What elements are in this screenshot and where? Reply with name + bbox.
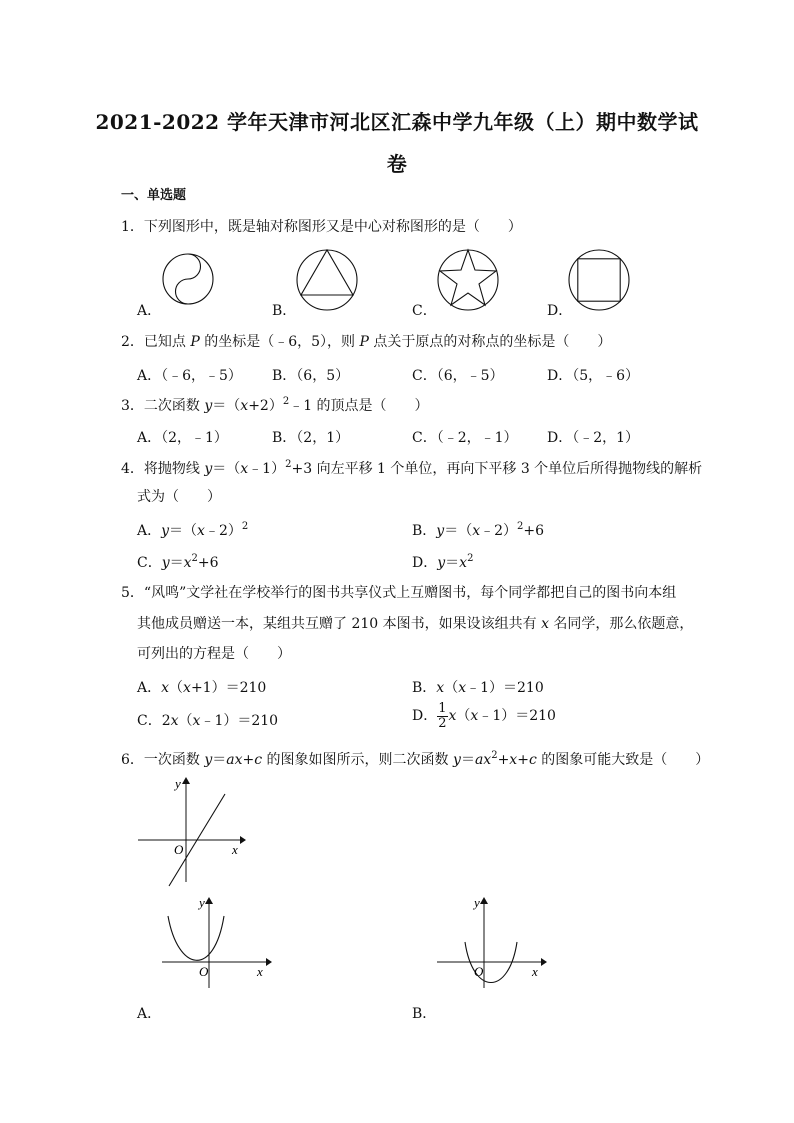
graph-a-y-label: y bbox=[199, 895, 205, 910]
question-3-text: 3．二次函数 $y=(x+2)^2﹣1$ 的顶点是（ ） bbox=[121, 396, 429, 414]
question-2-text: 2．已知点 P 的坐标是（﹣6，5），则 P 点关于原点的对称点的坐标是（ ） bbox=[121, 334, 612, 350]
q1-option-b-figure bbox=[296, 250, 360, 314]
question-5-line-2: 其他成员赠送一本，某组共互赠了 210 本图书，如果设该组共有 x 名同学，那么依题意， bbox=[137, 616, 694, 632]
q6-option-b-label: B． bbox=[412, 1006, 437, 1022]
graph-b-x-label: x bbox=[532, 964, 538, 979]
q2-option-a: A．（﹣6，﹣5） bbox=[137, 368, 242, 384]
q4-option-c: C．$y=x^2+6$ bbox=[137, 553, 219, 571]
graph-y-label: y bbox=[175, 776, 181, 791]
question-5-line-1: 5．“风鸣”文学社在学校举行的图书共享仪式上互赠图书，每个同学都把自己的图书向本组 bbox=[121, 585, 677, 601]
q3-option-b: B．（2，1） bbox=[272, 430, 350, 446]
fraction-one-half: $\frac{1}{2}$ bbox=[438, 701, 447, 731]
graph-x-label: x bbox=[232, 842, 238, 857]
q3-option-a: A．（2，﹣1） bbox=[137, 430, 228, 446]
graph-b-y-label: y bbox=[474, 895, 480, 910]
q2-option-d: D．（5，﹣6） bbox=[547, 368, 640, 384]
q5-option-c: C．2x（x﹣1）＝210 bbox=[137, 713, 279, 729]
question-6-text: 6．一次函数 y＝ax+c 的图象如图所示，则二次函数 $y=ax^2+x+c$ 的图象可能大致是（ ） bbox=[121, 750, 710, 768]
q1-option-a-label: A． bbox=[137, 303, 162, 319]
q3-option-d: D．（﹣2，1） bbox=[547, 430, 640, 446]
q6-linear-function-graph bbox=[130, 772, 250, 892]
q2-option-c: C．（6，﹣5） bbox=[412, 368, 504, 384]
q6-option-a-label: A． bbox=[137, 1006, 162, 1022]
q1-option-a-figure bbox=[160, 252, 220, 312]
q2-option-b: B．（6，5） bbox=[272, 368, 350, 384]
q1-option-c-label: C． bbox=[412, 303, 437, 319]
question-4-line-2: 式为（ ） bbox=[137, 489, 221, 505]
graph-a-x-label: x bbox=[257, 964, 263, 979]
page-title-line1: 2021-2022 学年天津市河北区汇森中学九年级（上）期中数学试 bbox=[95, 110, 699, 134]
question-5-line-3: 可列出的方程是（ ） bbox=[137, 646, 291, 662]
q1-option-d-figure bbox=[568, 250, 632, 314]
graph-b-origin-label: O bbox=[474, 964, 484, 979]
q1-option-c-figure bbox=[437, 250, 501, 314]
q6-option-a-graph bbox=[156, 892, 276, 992]
question-4-line-1: 4．将抛物线 y＝（x﹣1）$^2$+3 向左平移 1 个单位，再向下平移 3 个单位后所得抛物线的解析 bbox=[121, 459, 703, 477]
q5-option-b: B．x（x﹣1）＝210 bbox=[412, 680, 544, 696]
q3-option-c: C．（﹣2，﹣1） bbox=[412, 430, 518, 446]
q1-option-d-label: D． bbox=[547, 303, 573, 319]
section-heading: 一、单选题 bbox=[121, 188, 187, 203]
graph-a-origin-label: O bbox=[199, 964, 209, 979]
q4-option-b: B．y＝（x﹣2）$^2$+6 bbox=[412, 521, 545, 539]
q4-option-a: A．y＝（x﹣2）$^2$ bbox=[137, 521, 249, 539]
q4-option-d: D．$y=x^2$ bbox=[412, 553, 474, 571]
question-1-text: 1．下列图形中，既是轴对称图形又是中心对称图形的是（ ） bbox=[121, 219, 522, 235]
q1-option-b-label: B． bbox=[272, 303, 297, 319]
q6-option-b-graph bbox=[431, 892, 551, 992]
page-title-line2: 卷 bbox=[386, 152, 408, 176]
q5-option-d: D． $\frac{1}{2}$ x（x﹣1）＝210 bbox=[412, 701, 556, 731]
graph-origin-label: O bbox=[174, 842, 184, 857]
q5-option-a: A．x（x+1）＝210 bbox=[137, 680, 267, 696]
